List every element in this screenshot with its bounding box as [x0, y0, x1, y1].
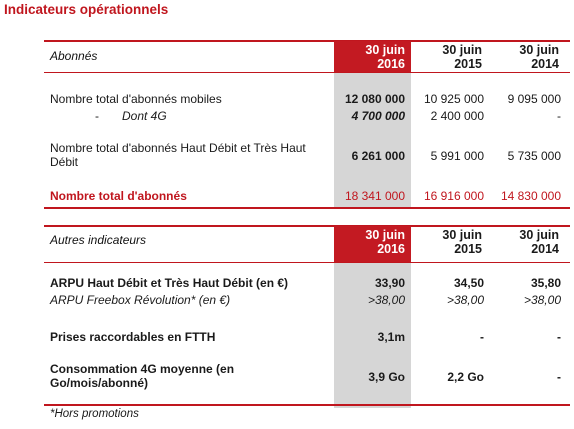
table2-bottom-rule — [44, 404, 570, 406]
table2-col-2015: 30 juin 2015 — [442, 228, 482, 256]
table1-col-2016: 30 juin 2016 — [365, 43, 405, 71]
table1-row-total-2014: 14 830 000 — [500, 189, 561, 203]
table1-row-hd-2016: 6 261 000 — [351, 149, 405, 163]
table2-row-freebox-2016: >38,00 — [367, 293, 405, 307]
table1-col-2015: 30 juin 2015 — [442, 43, 482, 71]
footnote: *Hors promotions — [50, 408, 139, 420]
table1-header-label: Abonnés — [50, 49, 98, 63]
table2-row-arpu-2014: 35,80 — [530, 276, 561, 290]
table1-top-rule — [44, 40, 570, 42]
table1-col-2014: 30 juin 2014 — [519, 43, 559, 71]
table2-row-conso-label: Consommation 4G moyenne (en Go/mois/abonné) — [50, 362, 235, 390]
table1-row-total-2015: 16 916 000 — [423, 189, 484, 203]
table1-row-mobiles-2015: 10 925 000 — [423, 92, 484, 106]
table2-row-freebox-2015: >38,00 — [446, 293, 484, 307]
table1-row-hd-2014: 5 735 000 — [507, 149, 561, 163]
table1-row-total-label: Nombre total d'abonnés — [50, 189, 187, 203]
table2-row-freebox-2014: >38,00 — [523, 293, 561, 307]
table1-row-4g-label: Dont 4G — [122, 109, 167, 123]
table2-header-rule — [44, 262, 570, 263]
table2-row-ftth-2015: - — [480, 330, 484, 344]
table1-bottom-rule — [44, 207, 570, 209]
table2-row-arpu-2016: 33,90 — [374, 276, 405, 290]
table1-row-hd-label: Nombre total d'abonnés Haut Débit et Très Haut Débit — [50, 141, 306, 169]
table2-row-conso-2016: 3,9 Go — [368, 370, 405, 384]
table2-col-2016: 30 juin 2016 — [365, 228, 405, 256]
table2-row-arpu-2015: 34,50 — [453, 276, 484, 290]
table1-row-4g-2016: 4 700 000 — [351, 109, 405, 123]
table1-row-mobiles-label: Nombre total d'abonnés mobiles — [50, 92, 222, 106]
table1-row-mobiles-2014: 9 095 000 — [507, 92, 561, 106]
table2-row-ftth-2016: 3,1m — [377, 330, 405, 344]
table2-row-freebox-label: ARPU Freebox Révolution* (en €) — [50, 293, 231, 307]
table1-row-mobiles-2016: 12 080 000 — [344, 92, 405, 106]
table1-row-4g-dash: - — [95, 109, 99, 123]
table2-top-rule — [44, 225, 570, 227]
table2-col-2014: 30 juin 2014 — [519, 228, 559, 256]
table1-row-total-2016: 18 341 000 — [344, 189, 405, 203]
table2-row-arpu-label: ARPU Haut Débit et Très Haut Débit (en €) — [50, 276, 289, 290]
table2-header-label: Autres indicateurs — [50, 233, 147, 247]
table2-row-conso-2014: - — [557, 370, 561, 384]
table2-row-ftth-label: Prises raccordables en FTTH — [50, 330, 216, 344]
table2-row-conso-2015: 2,2 Go — [447, 370, 484, 384]
page-title: Indicateurs opérationnels — [4, 2, 169, 17]
table2-row-ftth-2014: - — [557, 330, 561, 344]
table1-row-4g-2014: - — [557, 109, 561, 123]
table1-row-hd-2015: 5 991 000 — [430, 149, 484, 163]
table1-row-4g-2015: 2 400 000 — [430, 109, 484, 123]
table1-header-rule — [44, 72, 570, 73]
